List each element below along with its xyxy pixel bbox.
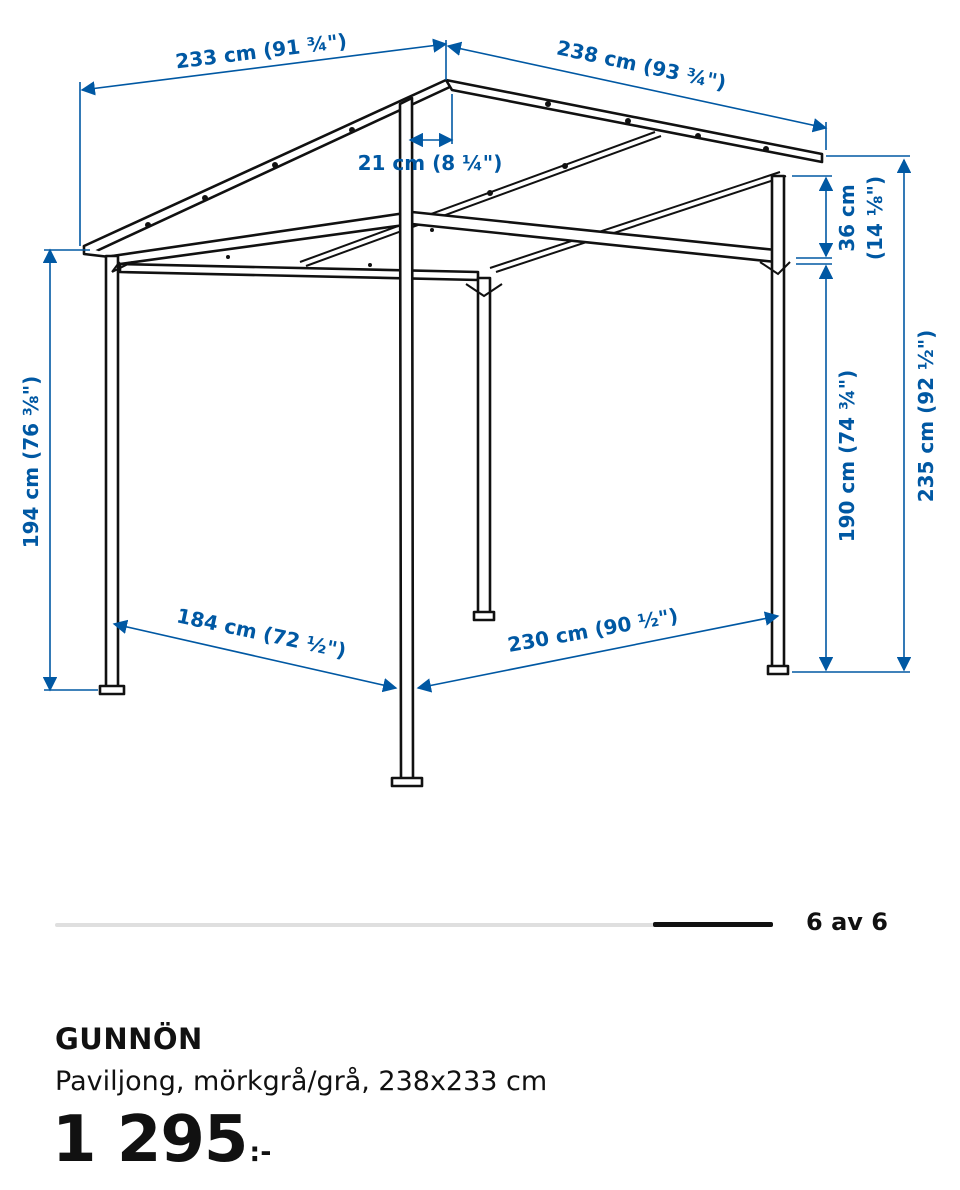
dim-base-right-label: 230 cm (90 ½") [505,603,680,657]
dim-base-left-label: 184 cm (72 ½") [174,603,349,663]
gallery-progress-indicator [653,922,773,927]
dim-front-height-label: 194 cm (76 ⅜") [19,375,43,549]
price-suffix: :- [249,1137,272,1168]
price-integer: 1 295 [52,1103,248,1177]
product-price [52,1103,272,1177]
dim-rear-height-label: 190 cm (74 ¾") [835,369,859,543]
gallery-progress-bar[interactable] [55,923,773,927]
dim-slope-height-label: 36 cm [835,184,859,252]
dim-top-left-label: 233 cm (91 ¾") [174,28,349,74]
dim-total-height-label: 235 cm (92 ½") [914,329,938,503]
dim-top-right-label: 238 cm (93 ¾") [554,35,729,95]
gallery-counter: 6 av 6 [806,908,888,936]
dim-overhang-label: 21 cm (8 ¼") [357,151,503,175]
dim-slope-height-in-label: (14 ⅛") [863,175,887,261]
gazebo-frame [84,80,822,786]
product-name: GUNNÖN [55,1022,203,1056]
product-description: Paviljong, mörkgrå/grå, 238x233 cm [55,1066,548,1097]
